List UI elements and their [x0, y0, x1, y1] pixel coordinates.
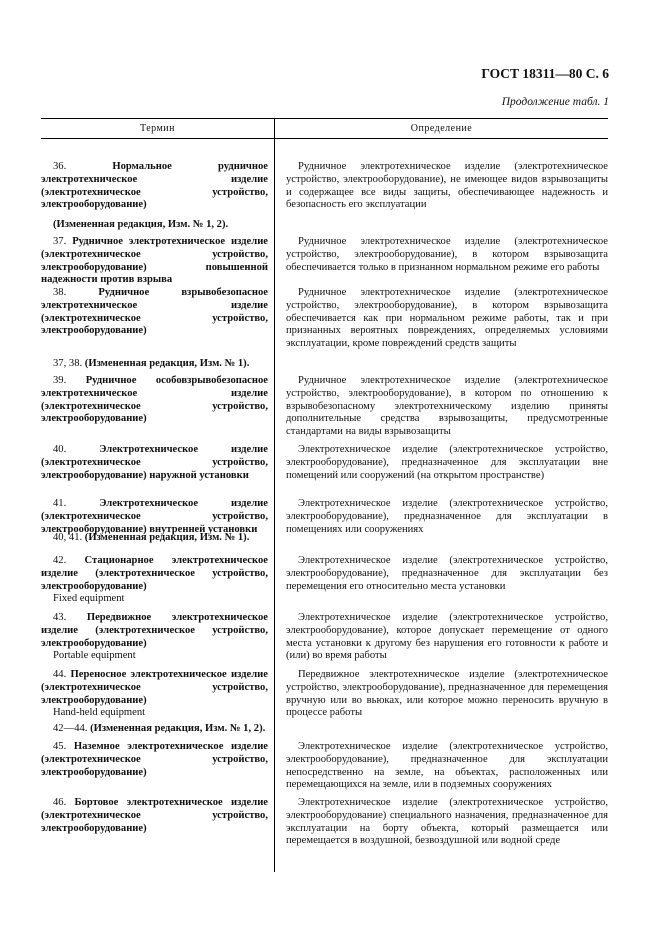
term-text [41, 498, 268, 536]
term-number: 43. [53, 612, 67, 623]
definition-cell [274, 555, 608, 606]
definition-cell [274, 612, 608, 663]
term-text [41, 612, 268, 650]
table-row [41, 287, 608, 351]
definition-text: Электротехническое изделие (электротехническое устройство, электрооборудование), предназначенное для эксплуатации без перемещения его относительно места установки [286, 555, 608, 592]
table-row [41, 498, 608, 536]
term-name: Наземное электротехническое изделие (электротехническое устройство, электрооборудование) [41, 741, 268, 778]
term-number: 38. [53, 287, 67, 298]
term-text [41, 797, 268, 835]
term-name: Нормальное рудничное электротехническое изделие (электротехническое устройство, электрооборудование) [41, 161, 268, 211]
definition-cell [274, 498, 608, 536]
amendment-note [41, 358, 601, 371]
definition-text: Электротехническое изделие (электротехническое устройство, электрооборудование), которое допускает перемещение от одного места установки к другому без нарушения его готовности к работе и (или) во время работы [286, 612, 608, 662]
term-text [41, 741, 268, 779]
term-cell [41, 612, 274, 663]
terms-table [41, 118, 608, 847]
definition-cell [274, 669, 608, 720]
term-text [41, 287, 268, 338]
term-number: 42. [53, 555, 67, 566]
term-cell [41, 669, 274, 720]
term-cell [41, 287, 274, 351]
term-number: 44. [53, 669, 67, 680]
definition-cell [274, 741, 608, 792]
table-row [41, 161, 608, 212]
term-text [41, 161, 268, 212]
amendment-note [41, 532, 601, 545]
table-continuation-label: Продолжение табл. 1 [501, 96, 609, 108]
amendment-note-items: 37, 38. [53, 358, 83, 369]
term-cell [41, 375, 274, 439]
term-english: Fixed equipment [53, 593, 125, 605]
definition-cell [274, 444, 608, 482]
term-text [41, 444, 268, 482]
table-row [41, 612, 608, 663]
definition-text: Рудничное электротехническое изделие (электротехническое устройство, электрооборудование), в котором взрывозащита обеспечивается только в признанном нормальном режиме его работы [286, 236, 608, 273]
definition-cell [274, 236, 608, 287]
amendment-note-text: (Измененная редакция, Изм. № 1, 2). [53, 219, 229, 230]
term-name: Электротехническое изделие (электротехническое устройство, электрооборудование) внутренней установки [41, 498, 268, 535]
term-name: Переносное электротехническое изделие (электротехническое устройство, электрооборудование) [41, 669, 268, 706]
term-name: Стационарное электротехническое изделие (электротехническое устройство, электрооборудование) [41, 555, 268, 592]
definition-cell [274, 161, 608, 212]
definition-text: Электротехническое изделие (электротехническое устройство, электрооборудование), предназначенное для эксплуатации непосредственно на земле, на объектах, расположенных или перемещающихся на земле, или в подземных сооружениях [286, 741, 608, 791]
term-number: 39. [53, 375, 67, 386]
table-row [41, 555, 608, 606]
table-row [41, 669, 608, 720]
term-english: Portable equipment [53, 650, 136, 662]
term-name: Электротехническое изделие (электротехническое устройство, электрооборудование) наружной установки [41, 444, 268, 481]
amendment-note-items: 42—44. [53, 723, 88, 734]
definition-text: Рудничное электротехническое изделие (электротехническое устройство, электрооборудование), в котором по отношению к взрывобезопасному электротехническому изделию приняты дополнительные средства взрывозащиты, предусмотренные стандартами на виды взрывозащиты [286, 375, 608, 438]
table-row [41, 375, 608, 439]
term-cell [41, 741, 274, 792]
document-id: ГОСТ 18311—80 С. 6 [481, 66, 609, 81]
term-cell [41, 444, 274, 482]
term-cell [41, 236, 274, 287]
term-name: Рудничное электротехническое изделие (электротехническое устройство, электрооборудование) повышенной надежности против взрыва [41, 236, 268, 286]
amendment-note-text: (Измененная редакция, Изм. № 1, 2). [90, 723, 266, 734]
definition-text: Электротехническое изделие (электротехническое устройство, электрооборудование), предназначенное для эксплуатации в помещениях или сооружениях [286, 498, 608, 535]
column-header-term: Термин [41, 119, 275, 138]
term-cell [41, 555, 274, 606]
term-cell [41, 797, 274, 848]
term-name: Рудничное взрывобезопасное электротехническое изделие (электротехническое устройство, электрооборудование) [41, 287, 268, 337]
amendment-note [41, 723, 601, 736]
term-number: 36. [53, 161, 67, 172]
term-text [41, 375, 268, 426]
term-number: 40. [53, 444, 67, 455]
term-number: 45. [53, 741, 67, 752]
table-header [41, 118, 608, 139]
table-row [41, 741, 608, 792]
definition-text: Рудничное электротехническое изделие (электротехническое устройство, электрооборудование), в котором взрывозащита обеспечивается как при нормальном режиме работы, так и при признанных вероятных повреждениях, определяемых условиями эксплуатации, кроме повреждений средств защиты [286, 287, 608, 350]
definition-cell [274, 375, 608, 439]
definition-text: Рудничное электротехническое изделие (электротехническое устройство, электрооборудование), не имеющее видов взрывозащиты и содержащее все виды защиты, обеспечивающее надежность и безопасность его эксплуатации [286, 161, 608, 211]
table-row [41, 236, 608, 287]
term-cell [41, 498, 274, 536]
term-english: Hand-held equipment [53, 707, 146, 719]
term-number: 46. [53, 797, 67, 808]
definition-cell [274, 797, 608, 848]
term-number: 41. [53, 498, 67, 509]
definition-cell [274, 287, 608, 351]
term-name: Бортовое электротехническое изделие (электротехническое устройство, электрооборудование) [41, 797, 268, 834]
definition-text: Передвижное электротехническое изделие (электротехническое устройство, электрооборудование), предназначенное для перемещения вручную или во вьюках, или которое можно переносить вручную в процессе работы [286, 669, 608, 719]
term-text [41, 236, 268, 287]
table-row [41, 444, 608, 482]
definition-text: Электротехническое изделие (электротехническое устройство, электрооборудование) специального назначения, предназначенное для эксплуатации на борту объекта, который размещается или перемещается в воздушной, безвоздушной или водной среде [286, 797, 608, 847]
amendment-note-text: (Измененная редакция, Изм. № 1). [84, 358, 250, 369]
term-number: 37. [53, 236, 67, 247]
table-row [41, 797, 608, 848]
amendment-note-text: (Измененная редакция, Изм. № 1). [84, 532, 250, 543]
amendment-note-items: 40, 41. [53, 532, 83, 543]
column-header-definition: Определение [410, 123, 473, 134]
term-text [41, 669, 268, 707]
term-name: Рудничное особовзрывобезопасное электротехническое изделие (электротехническое устройство, электрооборудование) [41, 375, 268, 425]
amendment-note [41, 219, 601, 232]
term-text [41, 555, 268, 593]
term-name: Передвижное электротехническое изделие (электротехническое устройство, электрооборудование) [41, 612, 268, 649]
term-cell [41, 161, 274, 212]
definition-text: Электротехническое изделие (электротехническое устройство, электрооборудование), предназначенное для эксплуатации вне помещений или сооружений (на открытом пространстве) [286, 444, 608, 481]
